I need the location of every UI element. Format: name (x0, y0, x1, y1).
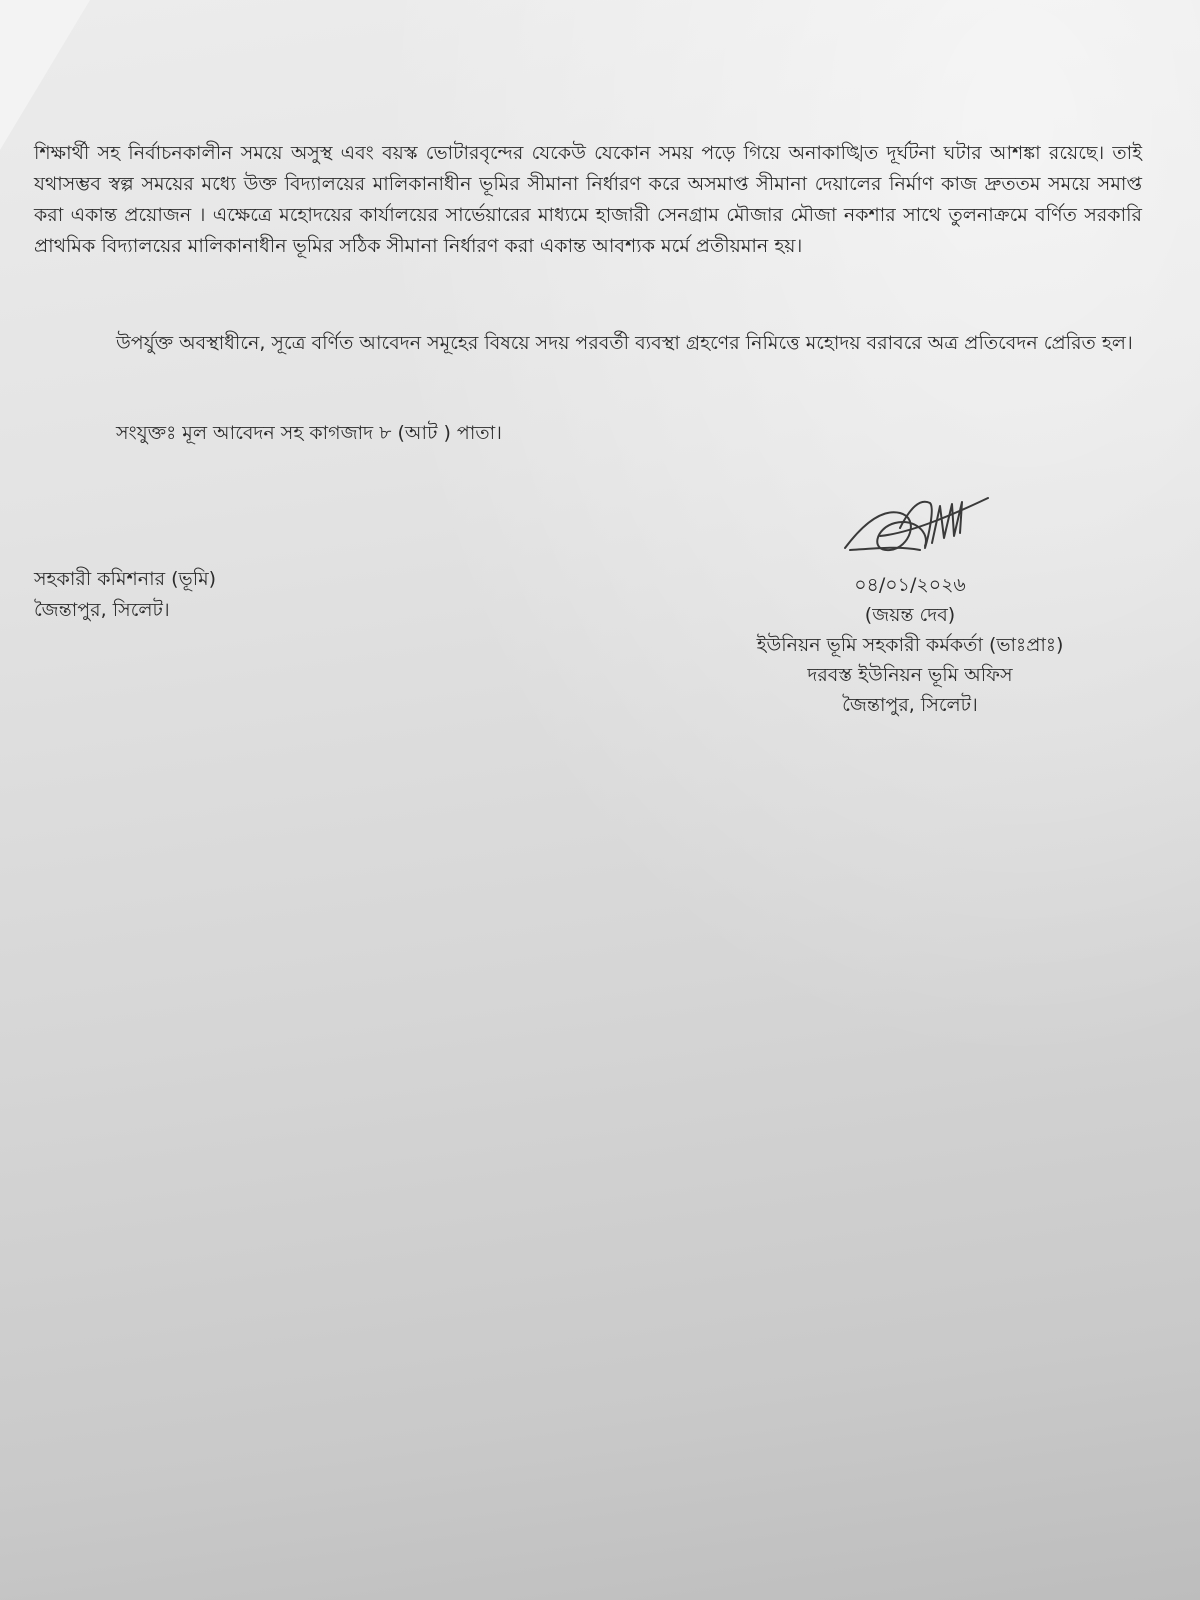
letter-paragraph-1: শিক্ষার্থী সহ নির্বাচনকালীন সময়ে অসুস্থ এবং বয়স্ক ভোটারবৃন্দের যেকেউ যেকোন সময় পড়ে গিয়ে অনাকাঙ্খিত দূর্ঘটনা ঘটার আশঙ্কা রয়েছে। তাই যথাসম্ভব স্বল্প সময়ের মধ্যে উক্ত বিদ্যালয়ের মালিকানাধীন ভূমির সীমানা নির্ধারণ করে অসমাপ্ত সীমানা দেয়ালের নির্মাণ কাজ দ্রুততম সময়ে সমাপ্ত করা একান্ত প্রয়োজন । এক্ষেত্রে মহোদয়ের কার্যালয়ের সার্ভেয়ারের মাধ্যমে হাজারী সেনগ্রাম মৌজার মৌজা নকশার সাথে তুলনাক্রমে বর্ণিত সরকারি প্রাথমিক বিদ্যালয়ের মালিকানাধীন ভূমির সঠিক সীমানা নির্ধারণ করা একান্ত আবশ্যক মর্মে প্রতীয়মান হয়। (34, 142, 1142, 257)
recipient-block (34, 564, 216, 626)
signature-date: ০৪/০১/২০২৬ (854, 574, 966, 596)
signatory-block (700, 570, 1120, 720)
signatory-designation: ইউনিয়ন ভূমি সহকারী কর্মকর্তা (ভাঃপ্রাঃ) (756, 634, 1064, 656)
recipient-location: জৈন্তাপুর, সিলেট। (34, 599, 170, 621)
page-corner-shadow (0, 0, 90, 150)
letter-paragraph-2: উপর্যুক্ত অবস্থাধীনে, সূত্রে বর্ণিত আবেদন সমূহের বিষয়ে সদয় পরবর্তী ব্যবস্থা গ্রহণের নিমিত্তে মহোদয় বরাবরে অত্র প্রতিবেদন প্রেরিত হল। (116, 332, 1133, 354)
signatory-office: দরবস্ত ইউনিয়ন ভূমি অফিস (807, 664, 1013, 686)
signatory-location: জৈন্তাপুর, সিলেট। (842, 694, 978, 716)
attachment-note: সংযুক্তঃ মূল আবেদন সহ কাগজাদ ৮ (আট ) পাতা। (116, 422, 502, 444)
handwritten-signature-icon (840, 488, 990, 568)
signatory-name: (জয়ন্ত দেব) (864, 604, 956, 626)
recipient-title: সহকারী কমিশনার (ভূমি) (34, 568, 217, 590)
